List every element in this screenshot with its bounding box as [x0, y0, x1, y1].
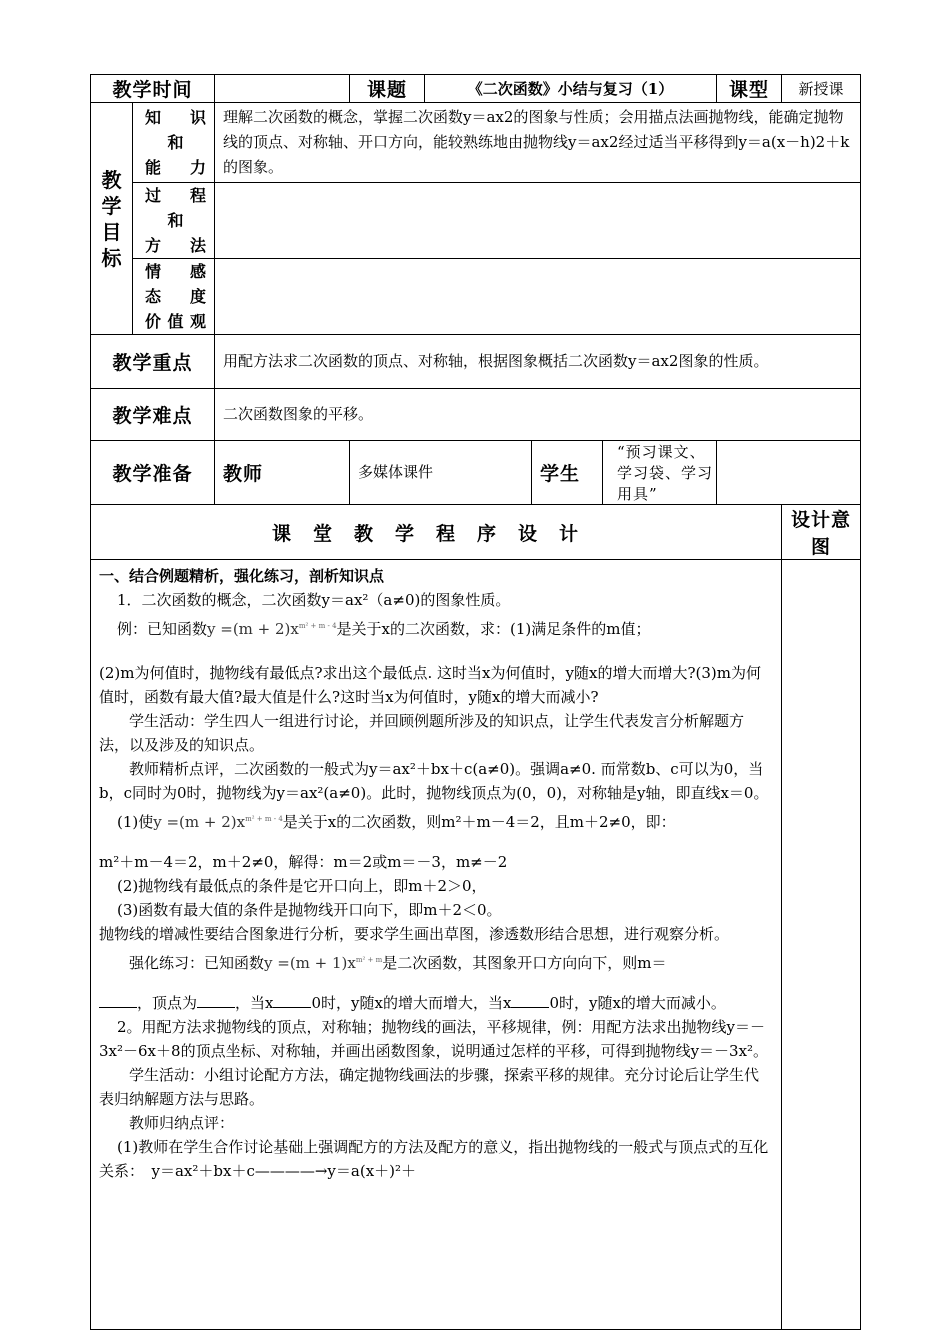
exercise-blanks: ，顶点为 ，当x 0时，y随x的增大而增大，当x 0时，y随x的增大而减小。	[99, 991, 773, 1015]
key-point-text: 用配方法求二次函数的顶点、对称轴，根据图象概括二次函数y＝ax2图象的性质。	[215, 335, 861, 389]
objective-sub-knowledge: 知 识 和 能 力	[133, 103, 215, 183]
intent-label: 设计意图	[782, 505, 861, 560]
student-label-text: 学生	[540, 441, 603, 504]
paragraph: (3)函数有最大值的条件是抛物线开口向下，即m＋2＜0。	[117, 901, 502, 919]
lesson-plan-page	[90, 74, 860, 1330]
preparation-label: 教学准备	[91, 441, 215, 505]
objective-process-text	[215, 183, 861, 259]
student-label	[532, 441, 717, 505]
teacher-label: 教师	[215, 441, 350, 505]
difficulty-label: 教学难点	[91, 389, 215, 441]
section-heading: 一、结合例题精析，强化练习，剖析知识点	[99, 567, 385, 585]
program-title: 课堂教学程序设计	[91, 505, 782, 560]
answer-blank[interactable]	[197, 993, 235, 1008]
objective-sub-emotion: 情 感 态 度 价值观	[133, 259, 215, 335]
objectives-char: 教	[101, 167, 122, 192]
formula-image: $y =(m + 2)x^{m^2 + m - 4}$	[207, 620, 337, 638]
key-point-label: 教学重点	[91, 335, 215, 389]
paragraph: 教师归纳点评：	[129, 1114, 235, 1132]
type-value: 新授课	[782, 75, 861, 103]
answer-blank[interactable]	[99, 993, 137, 1008]
objective-knowledge-text: 理解二次函数的概念，掌握二次函数y＝ax2的图象与性质；会用描点法画抛物线，能确定抛物线的顶点、对称轴、开口方向，能较熟练地由抛物线y＝ax2经过适当平移得到y＝a(x－h)2＋k的图象。	[215, 103, 861, 183]
objectives-label	[91, 103, 133, 335]
type-label: 课型	[717, 75, 782, 103]
formula-image: $y =(m + 1)x^{m^2 + m}$	[264, 954, 383, 972]
objectives-char: 标	[101, 245, 122, 270]
paragraph: (1)使$y =(m + 2)x^{m^2 + m - 4}$是关于x的二次函数，则m²＋m－4＝2，且m＋2≠0，即：	[117, 813, 676, 831]
objective-sub-process: 过 程 和 方 法	[133, 183, 215, 259]
paragraph: 例：已知函数$y =(m + 2)x^{m^2 + m - 4}$是关于x的二次函数，求：(1)满足条件的m值；	[117, 620, 651, 638]
paragraph: 教师精析点评，二次函数的一般式为y＝ax²＋bx＋c(a≠0)。强调a≠0. 而常数b、c可以为0，当b，c同时为0时，抛物线为y＝ax²(a≠0)。此时，抛物线顶点为(0，0)，对称轴是y轴，即直线x＝0。	[99, 760, 769, 802]
answer-blank[interactable]	[511, 993, 549, 1008]
topic-label: 课题	[350, 75, 425, 103]
student-value: “预习课文、学习袋、学习用具”	[617, 443, 714, 503]
answer-blank[interactable]	[273, 993, 311, 1008]
time-label: 教学时间	[91, 75, 215, 103]
time-value	[215, 75, 350, 103]
program-body	[91, 560, 782, 1330]
paragraph: 学生活动：小组讨论配方方法，确定抛物线画法的步骤，探索平移的规律。充分讨论后让学生代表归纳解题方法与思路。	[99, 1066, 760, 1108]
student-value-spill	[717, 441, 861, 505]
paragraph: (2)m为何值时，抛物线有最低点?求出这个最低点. 这时当x为何值时，y随x的增大而增大?(3)m为何值时，函数有最大值?最大值是什么?这时当x为何值时，y随x的增大而减小?	[99, 664, 761, 706]
formula-image: $y =(m + 2)x^{m^2 + m - 4}$	[153, 813, 283, 831]
paragraph: 抛物线的增减性要结合图象进行分析，要求学生画出草图，渗透数形结合思想，进行观察分析。	[99, 925, 730, 943]
paragraph: 强化练习：已知函数$y =(m + 1)x^{m^2 + m}$是二次函数，其图象开口方向向下，则m＝	[129, 954, 667, 972]
objectives-char: 学	[101, 193, 122, 218]
objectives-char: 目	[101, 219, 122, 244]
difficulty-text: 二次函数图象的平移。	[215, 389, 861, 441]
paragraph: 2。用配方法求抛物线的顶点，对称轴；抛物线的画法，平移规律，例：用配方法求出抛物线y＝－3x²－6x＋8的顶点坐标、对称轴，并画出函数图象，说明通过怎样的平移，可得到抛物线y＝－3x²。	[99, 1018, 769, 1060]
intent-column	[782, 560, 861, 1330]
paragraph: (2)抛物线有最低点的条件是它开口向上，即m＋2＞0，	[117, 877, 487, 895]
lesson-plan-table	[90, 74, 861, 1330]
paragraph: 1．二次函数的概念，二次函数y＝ax²（a≠0)的图象性质。	[117, 591, 511, 609]
paragraph: m²＋m－4＝2，m＋2≠0，解得：m＝2或m＝－3，m≠－2	[99, 853, 508, 871]
paragraph: (1)教师在学生合作讨论基础上强调配方的方法及配方的意义，指出抛物线的一般式与顶点式的互化关系： y＝ax²＋bx＋c————→y＝a(x＋)²＋	[99, 1138, 769, 1180]
paragraph: 学生活动：学生四人一组进行讨论，并回顾例题所涉及的知识点，让学生代表发言分析解题方法，以及涉及的知识点。	[99, 712, 745, 754]
topic-value: 《二次函数》小结与复习（1）	[425, 75, 717, 103]
objective-emotion-text	[215, 259, 861, 335]
teacher-value: 多媒体课件	[350, 441, 532, 505]
